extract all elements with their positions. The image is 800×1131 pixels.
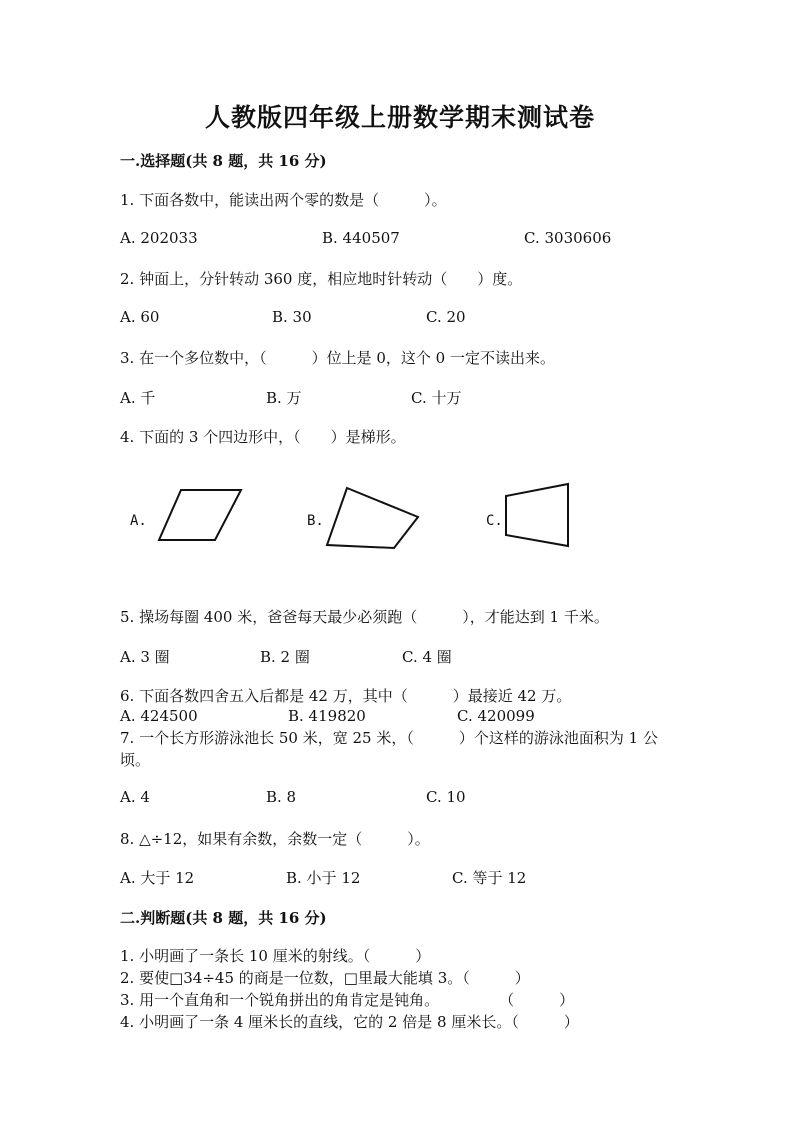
question-7: 7. 一个长方形游泳池长 50 米，宽 25 米，（ ）个这样的游泳池面积为 1 公 bbox=[120, 729, 658, 747]
question-2: 2. 钟面上，分针转动 360 度，相应地时针转动（ ）度。 bbox=[120, 270, 523, 288]
question-1: 1. 下面各数中，能读出两个零的数是（ ）。 bbox=[120, 191, 447, 209]
parallelogram-shape bbox=[155, 485, 245, 545]
option-b: B. 8 bbox=[266, 788, 297, 806]
option-b: B. 440507 bbox=[322, 229, 400, 247]
judgment-question-2: 2. 要使□34÷45 的商是一位数，□里最大能填 3。（ ） bbox=[120, 969, 530, 987]
option-c: C. 20 bbox=[426, 308, 466, 326]
option-c: C. 十万 bbox=[411, 389, 462, 407]
option-b: B. 30 bbox=[272, 308, 312, 326]
option-c: C. 等于 12 bbox=[452, 869, 527, 887]
option-c: C. 420099 bbox=[457, 707, 535, 725]
option-b: B. 万 bbox=[266, 389, 302, 407]
option-a: A. 4 bbox=[120, 788, 150, 806]
judgment-question-1: 1. 小明画了一条长 10 厘米的射线。（ ） bbox=[120, 947, 431, 965]
option-a: A. 202033 bbox=[120, 229, 198, 247]
question-8: 8. △÷12，如果有余数，余数一定（ ）。 bbox=[120, 830, 430, 848]
section-heading-choice: 一.选择题(共 8 题，共 16 分) bbox=[120, 152, 327, 170]
option-a: A. 3 圈 bbox=[120, 648, 170, 666]
option-b: B. 2 圈 bbox=[260, 648, 310, 666]
option-c: C. 4 圈 bbox=[402, 648, 452, 666]
option-b: B. 小于 12 bbox=[286, 869, 361, 887]
option-b: B. 419820 bbox=[288, 707, 366, 725]
option-c: C. 10 bbox=[426, 788, 466, 806]
section-heading-judgment: 二.判断题(共 8 题，共 16 分) bbox=[120, 909, 327, 927]
quadrilateral-shape bbox=[322, 482, 422, 552]
question-6: 6. 下面各数四舍五入后都是 42 万，其中（ ）最接近 42 万。 bbox=[120, 687, 572, 705]
shape-label-a: A. bbox=[130, 513, 147, 529]
judgment-question-4: 4. 小明画了一条 4 厘米长的直线，它的 2 倍是 8 厘米长。（ ） bbox=[120, 1013, 579, 1031]
shape-label-b: B. bbox=[307, 513, 324, 529]
question-5: 5. 操场每圈 400 米，爸爸每天最少必须跑（ ），才能达到 1 千米。 bbox=[120, 608, 609, 626]
question-7-continued: 顷。 bbox=[120, 751, 151, 769]
option-c: C. 3030606 bbox=[524, 229, 612, 247]
option-a: A. 大于 12 bbox=[120, 869, 195, 887]
option-a: A. 千 bbox=[120, 389, 156, 407]
option-a: A. 424500 bbox=[120, 707, 198, 725]
shape-label-c: C. bbox=[486, 513, 503, 529]
page-title: 人教版四年级上册数学期末测试卷 bbox=[204, 103, 595, 132]
trapezoid-shape bbox=[500, 480, 575, 550]
judgment-question-3: 3. 用一个直角和一个锐角拼出的角肯定是钝角。 （ ） bbox=[120, 991, 575, 1009]
option-a: A. 60 bbox=[120, 308, 160, 326]
question-3: 3. 在一个多位数中，（ ）位上是 0，这个 0 一定不读出来。 bbox=[120, 349, 555, 367]
question-4: 4. 下面的 3 个四边形中，（ ）是梯形。 bbox=[120, 428, 406, 446]
